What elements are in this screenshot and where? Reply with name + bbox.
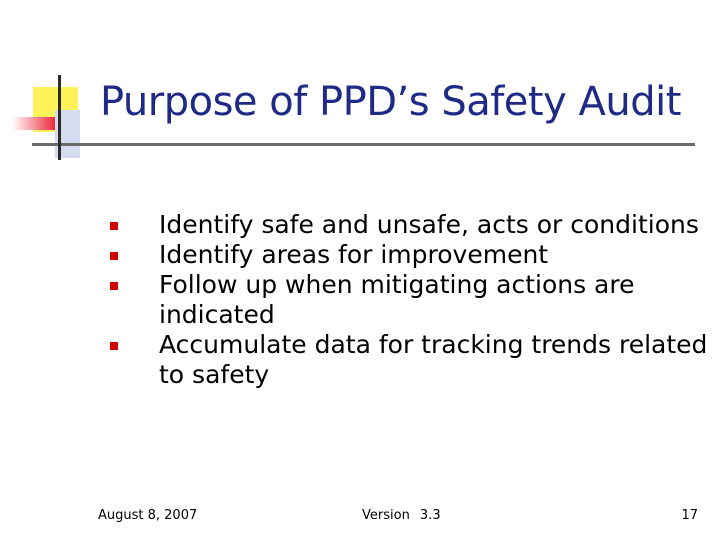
bullet-text: Accumulate data for tracking trends related to safety [159, 330, 708, 389]
bullet-square-icon [110, 252, 118, 260]
title-underline [32, 143, 695, 146]
bullet-item [110, 240, 710, 270]
bullet-text: Identify areas for improvement [159, 240, 549, 269]
slide-title: Purpose of PPD’s Safety Audit [100, 79, 681, 125]
bullet-text: Identify safe and unsafe, acts or conditions [159, 210, 699, 239]
bullet-square-icon [110, 282, 118, 290]
decorative-red-bar [12, 117, 55, 130]
footer-page-number: 17 [681, 508, 698, 523]
bullet-item [110, 270, 710, 330]
decorative-vertical-line [58, 75, 61, 160]
bullet-square-icon [110, 222, 118, 230]
bullet-item [110, 210, 710, 240]
bullet-list [110, 210, 710, 390]
bullet-square-icon [110, 342, 118, 350]
bullet-text: Follow up when mitigating actions are indicated [159, 270, 635, 329]
footer-date: August 8, 2007 [98, 508, 198, 523]
bullet-item [110, 330, 710, 390]
footer-version: Version 3.3 [362, 508, 441, 523]
